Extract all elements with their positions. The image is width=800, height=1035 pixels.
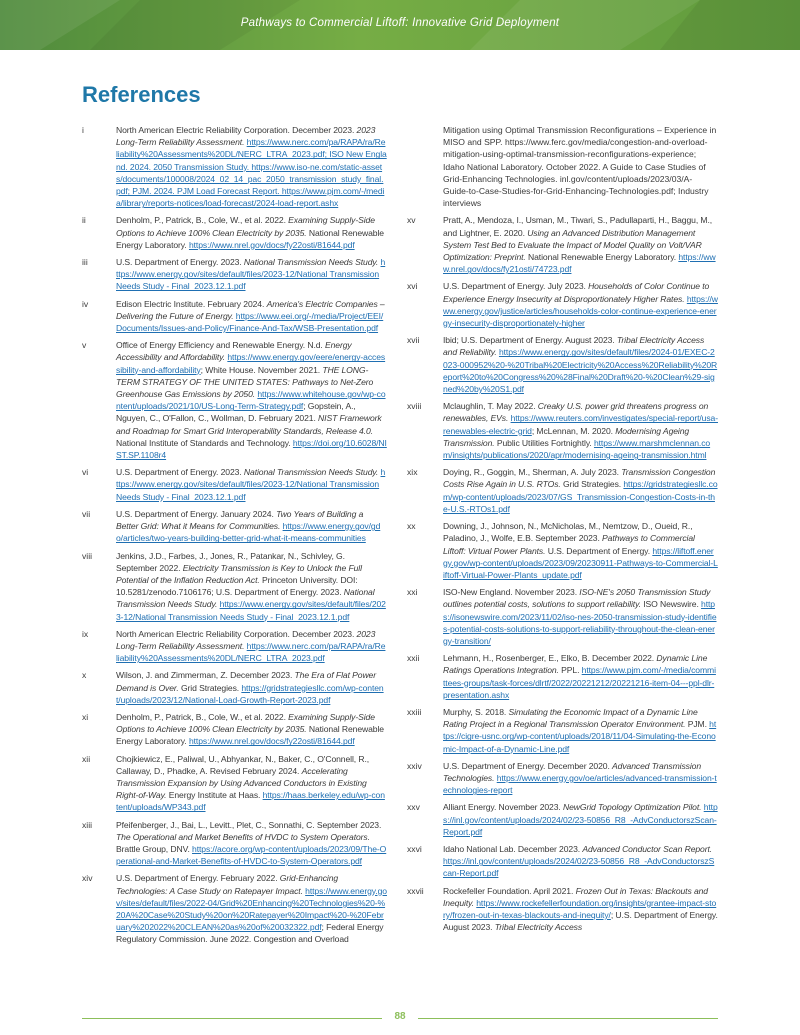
reference-text: PPL. (558, 665, 582, 676)
reference-entry (82, 298, 387, 335)
reference-link[interactable]: https://www.energy.gov/justice/articles/households-color-continue-experience-energy-insecurity-disproportionately-higher (443, 293, 718, 329)
references-left-column (82, 124, 387, 951)
reference-title: National Transmission Needs Study. (116, 587, 375, 610)
reference-entry (82, 466, 387, 503)
reference-text: Wilson, J. and Zimmerman, Z. December 2023. (116, 670, 295, 681)
reference-link[interactable]: https://www.rockefellerfoundation.org/insights/grantee-impact-story/frozen-out-in-texas-blackouts-and-inequity/ (443, 897, 717, 920)
reference-number: xxiii (407, 706, 422, 717)
reference-link[interactable]: https://acore.org/wp-content/uploads/2023/09/The-Operational-and-Market-Benefits-of-HVDC-to-System-Operators.pdf (116, 843, 387, 867)
reference-title: National Transmission Needs Study. (243, 467, 379, 478)
reference-number: v (82, 340, 87, 351)
reference-link[interactable]: https://www.nerc.com/pa/RAPA/ra/Reliability%20Assessments%20DL/NERC_LTRA_2023.pdf (116, 137, 386, 160)
reference-text: Doying, R., Goggin, M., Sherman, A. July 2023. (443, 467, 622, 478)
reference-link[interactable]: ; ISO New England. 2024. (116, 149, 387, 172)
reference-link[interactable]: https://www.marshmclennan.com/insights/publications/2020/apr/modernising-ageing-transmission.html (443, 437, 711, 461)
reference-text: ; Industry interviews (443, 186, 709, 209)
reference-title: Dynamic Line Ratings Operations Integration. (443, 653, 708, 676)
reference-title: 2023 Long-Term Reliability Assessment. (116, 125, 376, 148)
reference-title: Tribal Electricity Access and Reliability. (443, 335, 705, 358)
reference-entry (82, 819, 387, 868)
reference-link[interactable]: ; PJM. 2024. (127, 186, 177, 197)
reference-text: ISO-New England. November 2023. (443, 587, 580, 598)
reference-link[interactable]: https://www.nrel.gov/docs/fy22osti/81644.pdf (188, 736, 355, 747)
reference-link[interactable]: https://www.nrel.gov/docs/fy22osti/81644.pdf (188, 239, 355, 250)
reference-body (116, 214, 387, 251)
reference-link[interactable]: https://liftoff.energy.gov/wp-content/uploads/2023/09/20230911-Pathways-to-Commercial-Liftoff-Virtual-Power-Plants_update.pdf (443, 545, 718, 580)
reference-title: Simulating the Economic Impact of a Dynamic Line Rating Project in a Regional Transmission Operator Environment. (443, 706, 698, 730)
reference-body (116, 819, 387, 868)
reference-text: Idaho National Lab. December 2023. (443, 843, 583, 854)
reference-title: NewGrid Topology Optimization Pilot. (562, 802, 702, 813)
reference-text: Office of Energy Efficiency and Renewable Energy. N.d. (116, 340, 325, 351)
reference-link[interactable]: https://www.whitehouse.gov/wp-content/uploads/2021/10/US-Long-Term-Strategy.pdf (116, 389, 386, 412)
reference-title: Grid-Enhancing Technologies: A Case Study on Ratepayer Impact. (116, 873, 339, 896)
reference-title: ISO-NE's 2050 Transmission Study outlines potential costs, solutions to support reliability. (443, 587, 711, 610)
reference-link[interactable]: https://www.ferc.gov/media/congestion-and-overload-mitigation-using-optimal-transmission-reconfigurations-experience (443, 137, 708, 160)
reference-entry (82, 550, 387, 623)
reference-number: xiv (82, 873, 93, 884)
reference-text: ISO Newswire. (640, 599, 702, 610)
reference-text: ; Gopstein, A., Nguyen, C., O'Fallon, C., Wollman, D. February 2021. (116, 401, 356, 424)
reference-link[interactable]: https://gridstrategiesllc.com/wp-content/uploads/2023/07/GS_Transmission-Congestion-Costs-in-the-U.S.-RTOs1.pdf (443, 479, 718, 514)
reference-body (116, 550, 387, 623)
reference-body (116, 628, 387, 665)
reference-body (116, 256, 387, 293)
reference-body (116, 711, 387, 748)
reference-entry (82, 214, 387, 251)
reference-link[interactable]: https://www.nerc.com/pa/RAPA/ra/Reliability%20Assessments%20DL/NERC_LTRA_2023.pdf (116, 640, 386, 664)
page-title: References (82, 82, 201, 107)
reference-text: Denholm, P., Patrick, B., Cole, W., et al. 2022. (116, 215, 289, 226)
reference-number: vii (82, 508, 91, 519)
reference-body (116, 124, 387, 209)
reference-body (116, 466, 387, 503)
reference-entry (82, 753, 387, 814)
reference-entry (407, 706, 718, 755)
reference-text: Edison Electric Institute. February 2024. (116, 298, 267, 309)
reference-title: Transmission Congestion Costs Rise Again in U.S. RTOs. (443, 467, 716, 490)
reference-title: Accelerating Transmission Expansion by Using Advanced Conductors in Existing Right-of-Way. (116, 765, 367, 801)
reference-title: 2023 Long-Term Reliability Assessment. (116, 628, 376, 651)
reference-text: U.S. Department of Energy. January 2024. (116, 508, 277, 519)
reference-body (443, 885, 718, 934)
reference-link[interactable]: https://isonewswire.com/2023/11/02/iso-nes-2050-transmission-study-identifies-potential-costs-solutions-to-support-reliability-throughout-the-clean-energy-transition/ (443, 599, 717, 646)
reference-text: Public Utilities Fortnightly. (494, 437, 594, 448)
reference-link[interactable]: https://www.energy.gov/eere/energy-accessibility-and-affordability (116, 352, 386, 375)
reference-text: Mclaughlin, T. May 2022. (443, 401, 538, 412)
reference-entry (82, 508, 387, 545)
reference-number: i (82, 125, 84, 135)
reference-text: U.S. Department of Energy. (545, 545, 653, 556)
reference-number: xxvi (407, 843, 422, 854)
reference-link[interactable]: https://www.energy.gov/sites/default/files/2023-12/National Transmission Needs Study - Final_2023.12.1.pdf (116, 467, 386, 502)
reference-link[interactable]: inl.gov/content/uploads/2023/03/A-Guide-to-Case-Studies-for-Grid-Enhancing-Technologies.pdf (443, 173, 693, 197)
reference-text: Downing, J., Johnson, N., McNicholas, M., Nemtzow, D., Oueid, R., Paladino, J., Wolfe, E.B. September 2023. (443, 521, 693, 544)
reference-entry (407, 843, 718, 880)
reference-link[interactable]: https://www.energy.gov/sites/default/files/2023-12/National Transmission Needs Study - Final_2023.12.1.pdf (116, 257, 386, 292)
reference-number: xii (82, 753, 91, 764)
reference-title: Examining Supply-Side Options to Achieve 100% Clean Electricity by 2035. (116, 711, 375, 735)
reference-link[interactable]: PJM Load Forecast Report. (177, 186, 280, 197)
reference-link[interactable]: https://www.reuters.com/investigates/special-report/usa-renewables-electric-grid (443, 413, 718, 436)
reference-text: Grid Strategies. (560, 479, 624, 490)
reference-title: Tribal Electricity Access (494, 922, 583, 933)
reference-entry (407, 280, 718, 329)
reference-text: North American Electric Reliability Corporation. December 2023. (116, 628, 357, 639)
reference-number: iv (82, 298, 89, 309)
reference-entry (82, 872, 387, 945)
reference-link[interactable]: https://www.pjm.com/-/media/library/reports-notices/load-forecast/2024-load-report.ashx (116, 186, 385, 209)
reference-number: xxi (407, 587, 418, 598)
reference-link[interactable]: https://haas.berkeley.edu/wp-content/uploads/WP343.pdf (116, 790, 385, 813)
reference-link[interactable]: https://cigre-usnc.org/wp-content/uploads/2018/11/04-Simulating-the-Economic-Impact-of-a-Dynamic-Line.pdf (443, 719, 717, 754)
reference-title: Electricity Transmission is Key to Unlock the Full Potential of the Inflation Reduction Act. (116, 562, 362, 585)
header-banner (0, 0, 800, 50)
reference-entry (82, 339, 387, 461)
reference-number: xi (82, 711, 89, 722)
reference-number: x (82, 670, 87, 681)
reference-title: Creaky U.S. power grid threatens progress on renewables, EVs. (443, 401, 709, 424)
reference-body (443, 706, 718, 755)
reference-title: Two Years of Building a Better Grid: What it Means for Communities. (116, 508, 364, 532)
reference-title: Using an Advanced Distribution Management System Test Bed to Evaluate the Impact of Model Quality on Volt/VAR Optimization: Preprint. (443, 227, 702, 263)
reference-number: xxiv (407, 760, 422, 771)
reference-link[interactable]: https://www.eei.org/-/media/Project/EEI/Documents/Issues-and-Policy/Finance-And-Tax/WSB-Presentation.pdf (116, 310, 384, 334)
footer-rule-right (418, 1018, 718, 1019)
reference-number: xv (407, 215, 416, 226)
reference-text: National Renewable Energy Laboratory. (525, 252, 679, 263)
reference-number: ix (82, 628, 89, 639)
reference-link[interactable]: https://www.energy.gov/sites/default/files/2024-01/EXEC-2023-000952%20-%20Tribal%20Electricity%20Access%20Reliability%20Report%20to%20Congress%20%28Final%20Draft%20-%20Clean%29-signed%20by%20S1.pdf (443, 347, 718, 395)
reference-entry (407, 586, 718, 647)
references-right-list (407, 214, 718, 933)
reference-title: Advanced Transmission Technologies. (443, 760, 702, 783)
footer-rule-left (82, 1018, 382, 1019)
reference-link[interactable]: https://www.energy.gov/oe/articles/advanced-transmission-technologies-report (443, 772, 717, 796)
reference-link[interactable]: https://gridstrategiesllc.com/wp-content/uploads/2023/12/National-Load-Growth-Report-2023.pdf (116, 682, 384, 705)
reference-entry (82, 711, 387, 748)
reference-number: xviii (407, 401, 422, 412)
reference-body (443, 843, 718, 880)
reference-entry (407, 334, 718, 395)
reference-text: ; Federal Energy Regulatory Commission. June 2022. Congestion and Overload (116, 922, 384, 945)
reference-entry (82, 628, 387, 665)
reference-number: vi (82, 467, 89, 478)
reference-link[interactable]: https://inl.gov/content/uploads/2024/02/23-50856_R8_-AdvConductorszScan-Report.pdf (443, 802, 718, 837)
reference-number: xxvii (407, 885, 424, 896)
reference-text: Brattle Group, DNV. (116, 843, 193, 854)
reference-text: Murphy, S. 2018. (443, 706, 509, 717)
reference-entry (407, 520, 718, 581)
reference-text: Lehmann, H., Rosenberger, E., Elko, B. December 2022. (443, 653, 657, 664)
reference-body (443, 466, 718, 515)
header-title: Pathways to Commercial Liftoff: Innovative Grid Deployment (240, 17, 560, 29)
reference-body (116, 753, 387, 814)
reference-body (443, 334, 718, 395)
reference-text: Denholm, P., Patrick, B., Cole, W., et al. 2022. (116, 711, 289, 722)
reference-text: Jenkins, J.D., Farbes, J., Jones, R., Patankar, N., Schivley, G. September 2022. (116, 550, 345, 573)
reference-body (116, 298, 387, 335)
reference-title: THE LONG-TERM STRATEGY OF THE UNITED STATES: Pathways to Net-Zero Greenhouse Gas Emissions by 2050. (116, 364, 374, 400)
reference-text: Pfeifenberger, J., Bai, L., Levitt., Plet, C., Sonnathi, C. September 2023. (116, 819, 382, 830)
reference-number: xxv (407, 802, 420, 813)
reference-number: xx (407, 521, 416, 532)
reference-title: The Operational and Market Benefits of HVDC to System Operators. (116, 831, 370, 842)
reference-title: Frozen Out in Texas: Blackouts and Inequity. (443, 885, 708, 908)
reference-body (443, 214, 718, 275)
reference-number: ii (82, 215, 86, 226)
reference-body (443, 586, 718, 647)
reference-link[interactable]: https://inl.gov/content/uploads/2024/02/23-50856_R8_-AdvConductorszScan-Report.pdf (443, 856, 715, 879)
reference-body (443, 280, 718, 329)
reference-text: PJM. (685, 719, 710, 730)
reference-text: Mitigation using Optimal Transmission Reconfigurations – Experience in MISO and SPP. (443, 125, 717, 148)
references-right-column (407, 124, 718, 938)
reference-body (443, 400, 718, 461)
reference-entry (407, 214, 718, 275)
reference-title: A Guide to Case Studies of Grid-Enhancing Technologies. (443, 161, 706, 184)
reference-number: xvii (407, 335, 420, 346)
reference-body (443, 520, 718, 581)
reference-link[interactable]: https://www.energy.gov/gdo/articles/two-years-building-better-grid-what-it-means-communities (116, 521, 381, 544)
reference-text: U.S. Department of Energy. July 2023. (443, 281, 589, 292)
reference-number: xix (407, 467, 418, 478)
reference-number: xxii (407, 653, 420, 664)
reference-text: Energy Institute at Haas. (166, 790, 263, 801)
reference-text: ; McLennan, M. 2020. (531, 425, 616, 436)
reference-text: Rockefeller Foundation. April 2021. (443, 885, 576, 896)
reference-text: U.S. Department of Energy. December 2020. (443, 760, 613, 771)
reference-title: Examining Supply-Side Options to Achieve 100% Clean Electricity by 2035. (116, 215, 375, 238)
reference-title: Households of Color Continue to Experience Energy Insecurity at Disproportionately Higher Rates. (443, 281, 710, 304)
reference-text: U.S. Department of Energy. February 2022. (116, 873, 280, 884)
reference-text: U.S. Department of Energy. 2023. (116, 257, 244, 268)
reference-link[interactable]: https://www.iso-ne.com/static-assets/documents/100008/2024_02_14_pac_2050_transmission_study_final.pdf (116, 161, 384, 197)
reference-title: The Era of Flat Power Demand is Over. (116, 670, 376, 693)
reference-text: Grid Strategies. (178, 682, 242, 693)
reference-entry (407, 466, 718, 515)
reference-link[interactable]: https://www.pjm.com/-/media/committees-groups/task-forces/dlrtf/2022/20221212/20221216-item-04---ppl-dlr-presentation.ashx (443, 665, 716, 700)
reference-text: U.S. Department of Energy. 2023. (116, 467, 244, 478)
reference-entry (407, 400, 718, 461)
reference-text: Princeton University. DOI: 10.5281/zenodo.7106176; U.S. Department of Energy. 2023. (116, 574, 358, 598)
reference-text: Chojkiewicz, E., Paliwal, U., Abhyankar, N., Baker, C., O'Connell, R., Callaway, D., Phadke, A. Revised February 2024. (116, 753, 370, 776)
reference-title: NIST Framework and Roadmap for Smart Grid Interoperability Standards, Release 4.0. (116, 413, 382, 436)
reference-entry (407, 652, 718, 701)
reference-number: viii (82, 550, 93, 561)
reference-body (443, 801, 718, 838)
reference-title: America's Electric Companies – Delivering the Future of Energy. (116, 298, 385, 321)
reference-number: xvi (407, 281, 418, 292)
reference-text: National Institute of Standards and Technology. (116, 437, 293, 448)
reference-text: Pratt, A., Mendoza, I., Usman, M., Tiwari, S., Padullaparti, H., Baggu, M., and Lightner, E. 2020. (443, 215, 713, 238)
reference-body (116, 339, 387, 461)
reference-number: iii (82, 257, 88, 268)
reference-entry (407, 801, 718, 838)
reference-text: Ibid; U.S. Department of Energy. August 2023. (443, 335, 617, 346)
reference-text: ; Idaho National Laboratory. October 2022. (443, 149, 697, 172)
reference-title: National Transmission Needs Study. (243, 257, 379, 268)
reference-link[interactable]: https://www.nrel.gov/docs/fy21osti/74723.pdf (443, 252, 716, 275)
reference-entry (82, 124, 387, 209)
reference-entry (82, 256, 387, 293)
reference-body (116, 669, 387, 706)
reference-body (116, 872, 387, 945)
reference-link[interactable]: 2050 Transmission Study. (153, 161, 250, 172)
reference-title: Energy Accessibility and Affordability. (116, 340, 352, 363)
reference-text: ; U.S. Department of Energy. August 2023. (443, 909, 718, 933)
page-number: 88 (394, 1011, 406, 1022)
reference-entry (82, 669, 387, 706)
reference-body (443, 760, 718, 797)
reference-link[interactable]: https://www.energy.gov/sites/default/files/2023-12/National Transmission Needs Study - Final_2023.12.1.pdf (116, 599, 386, 622)
reference-body (443, 652, 718, 701)
reference-text: North American Electric Reliability Corporation. December 2023. (116, 125, 357, 135)
reference-body (116, 508, 387, 545)
reference-title: Advanced Conductor Scan Report. (582, 843, 713, 854)
reference-text: ; White House. November 2021. (200, 364, 323, 375)
reference-link[interactable]: https://doi.org/10.6028/NIST.SP.1108r4 (116, 437, 387, 461)
reference-text: National Renewable Energy Laboratory. (116, 227, 384, 250)
reference-number: xiii (82, 819, 93, 830)
reference-text: National Renewable Energy Laboratory. (116, 724, 384, 747)
reference-link[interactable]: https://www.energy.gov/sites/default/files/2022-04/Grid%20Enhancing%20Technologies%20-%20A%20Case%20Study%20on%20Ratepayer%20Impact%20-%20February%202022%20CLEAN%20as%20of%20032322.pdf (116, 885, 387, 933)
reference-entry (407, 885, 718, 934)
reference-entry (407, 760, 718, 797)
reference-title: Modernising Ageing Transmission. (443, 425, 690, 448)
reference-title: Pathways to Commercial Liftoff: Virtual Power Plants. (443, 533, 695, 556)
reference-text: Alliant Energy. November 2023. (443, 802, 563, 813)
reference-continuation (443, 124, 718, 209)
